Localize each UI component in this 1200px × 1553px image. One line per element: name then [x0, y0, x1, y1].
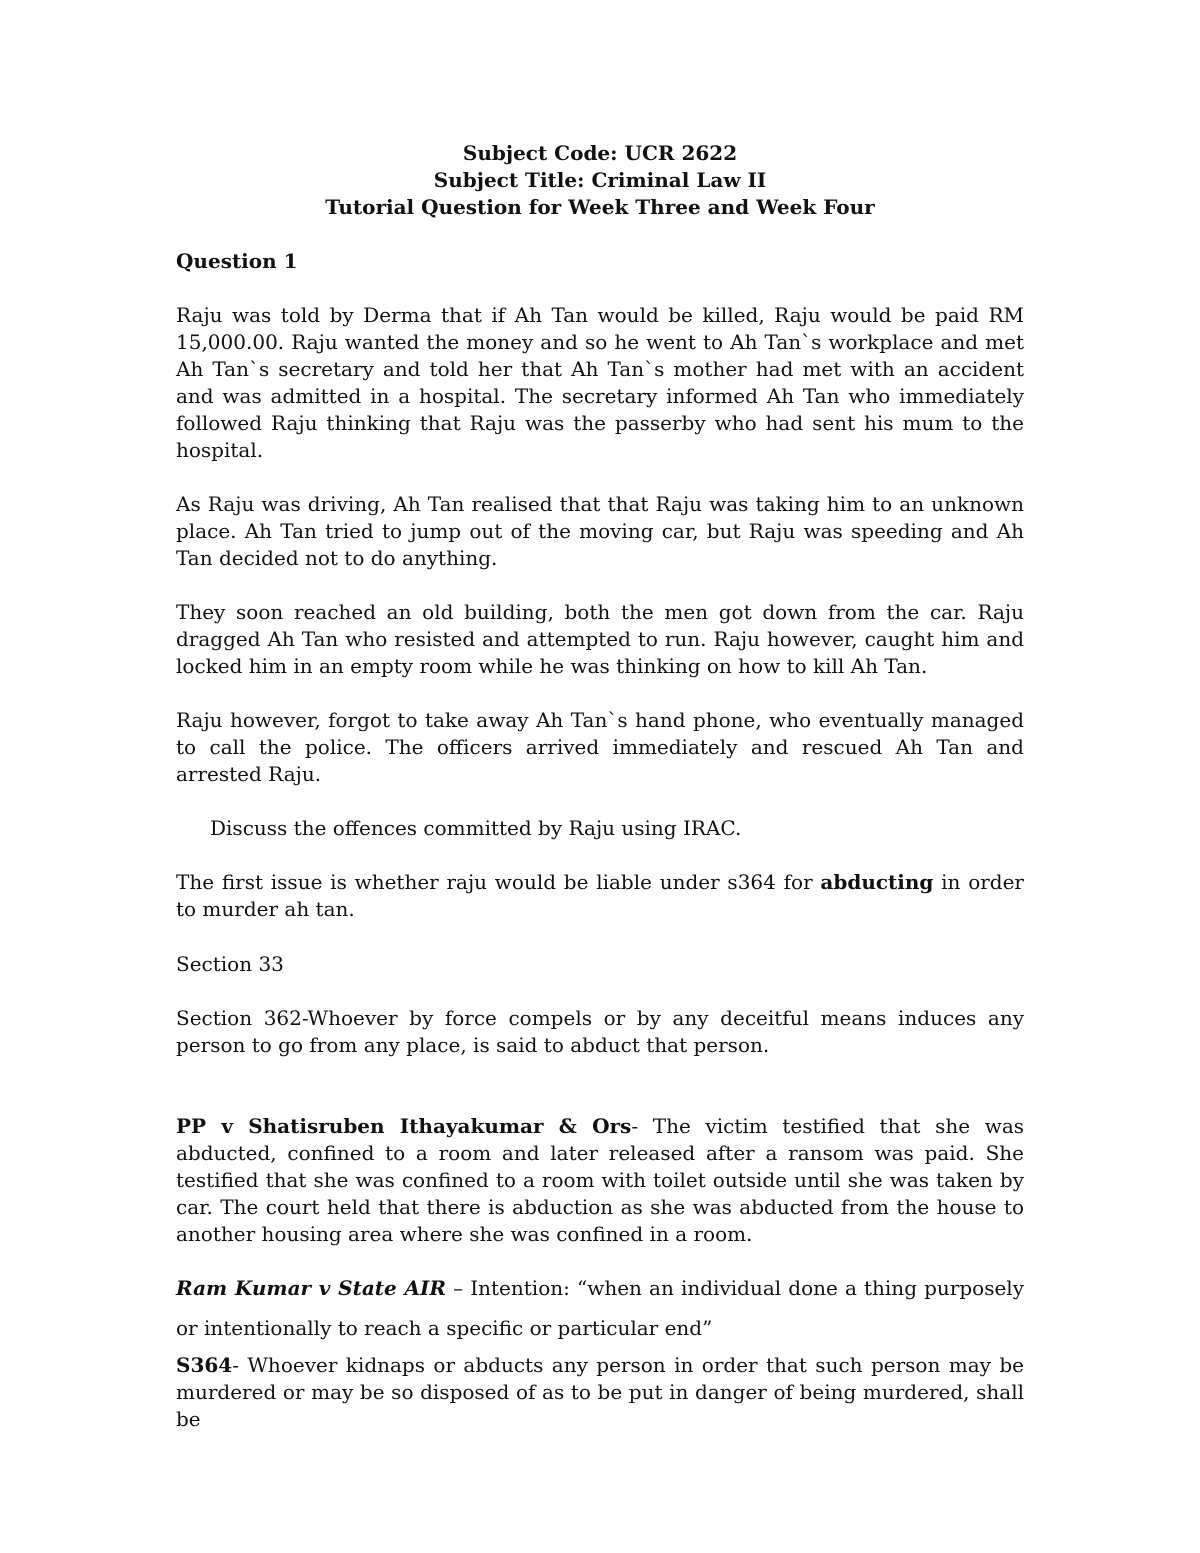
facts-paragraph-1: Raju was told by Derma that if Ah Tan would be killed, Raju would be paid RM 15,000.00. Raju wanted the money and so he went to Ah Tan`s workplace and met Ah Tan`s secretary and told her that Ah Tan`s mother had met with an accident and was admitted in a hospital. The secretary informed Ah Tan who immediately followed Raju thinking that Raju was the passerby who had sent his mum to the hospital. [176, 303, 1024, 462]
question-title: Question 1 [176, 249, 298, 273]
case-shatisruben-name: PP v Shatisruben Ithayakumar & Ors [176, 1114, 632, 1138]
task-instruction: Discuss the offences committed by Raju using IRAC. [210, 816, 742, 840]
facts-paragraph-3: They soon reached an old building, both the men got down from the car. Raju dragged Ah Tan who resisted and attempted to run. Raju however, caught him and locked him in an empty room while he was thinking on how to kill Ah Tan. [176, 600, 1024, 678]
subject-code: Subject Code: UCR 2622 [462, 141, 738, 165]
section-33: Section 33 [176, 952, 284, 976]
case-ram-kumar-name: Ram Kumar v State AIR [176, 1276, 446, 1300]
subject-title: Subject Title: Criminal Law II [433, 168, 767, 192]
tutorial-title: Tutorial Question for Week Three and Week Four [325, 195, 875, 219]
document-header [176, 140, 1024, 221]
s364-text: - Whoever kidnaps or abducts any person in order that such person may be murdered or may be so disposed of as to be put in danger of being murdered, shall be [176, 1353, 1024, 1431]
issue-text-start: The first issue is whether raju would be liable under s364 for [176, 870, 821, 894]
facts-paragraph-4: Raju however, forgot to take away Ah Tan`s hand phone, who eventually managed to call the police. The officers arrived immediately and rescued Ah Tan and arrested Raju. [176, 708, 1024, 786]
s364-paragraph [176, 1352, 1024, 1433]
issue-paragraph [176, 869, 1024, 923]
section-362: Section 362-Whoever by force compels or by any deceitful means induces any person to go from any place, is said to abduct that person. [176, 1006, 1024, 1057]
issue-text-end: in order to murder ah tan. [176, 870, 1024, 921]
issue-keyword: abducting [820, 870, 934, 894]
case-shatisruben [176, 1113, 1024, 1248]
case-shatisruben-text: - The victim testified that she was abducted, confined to a room and later released after a ransom was paid. She testified that she was confined to a room with toilet outside until she was taken by car. The court held that there is abduction as she was abducted from the house to another housing area where she was confined in a room. [176, 1114, 1025, 1246]
s364-label: S364 [176, 1353, 233, 1377]
case-ram-kumar [176, 1268, 1024, 1348]
facts-paragraph-2: As Raju was driving, Ah Tan realised that that Raju was taking him to an unknown place. Ah Tan tried to jump out of the moving car, but Raju was speeding and Ah Tan decided not to do anything. [176, 492, 1024, 570]
document-page [176, 140, 1024, 1433]
case-ram-kumar-text: – Intention: “when an individual done a thing purposely or intentionally to reach a specific or particular end” [176, 1276, 1024, 1340]
